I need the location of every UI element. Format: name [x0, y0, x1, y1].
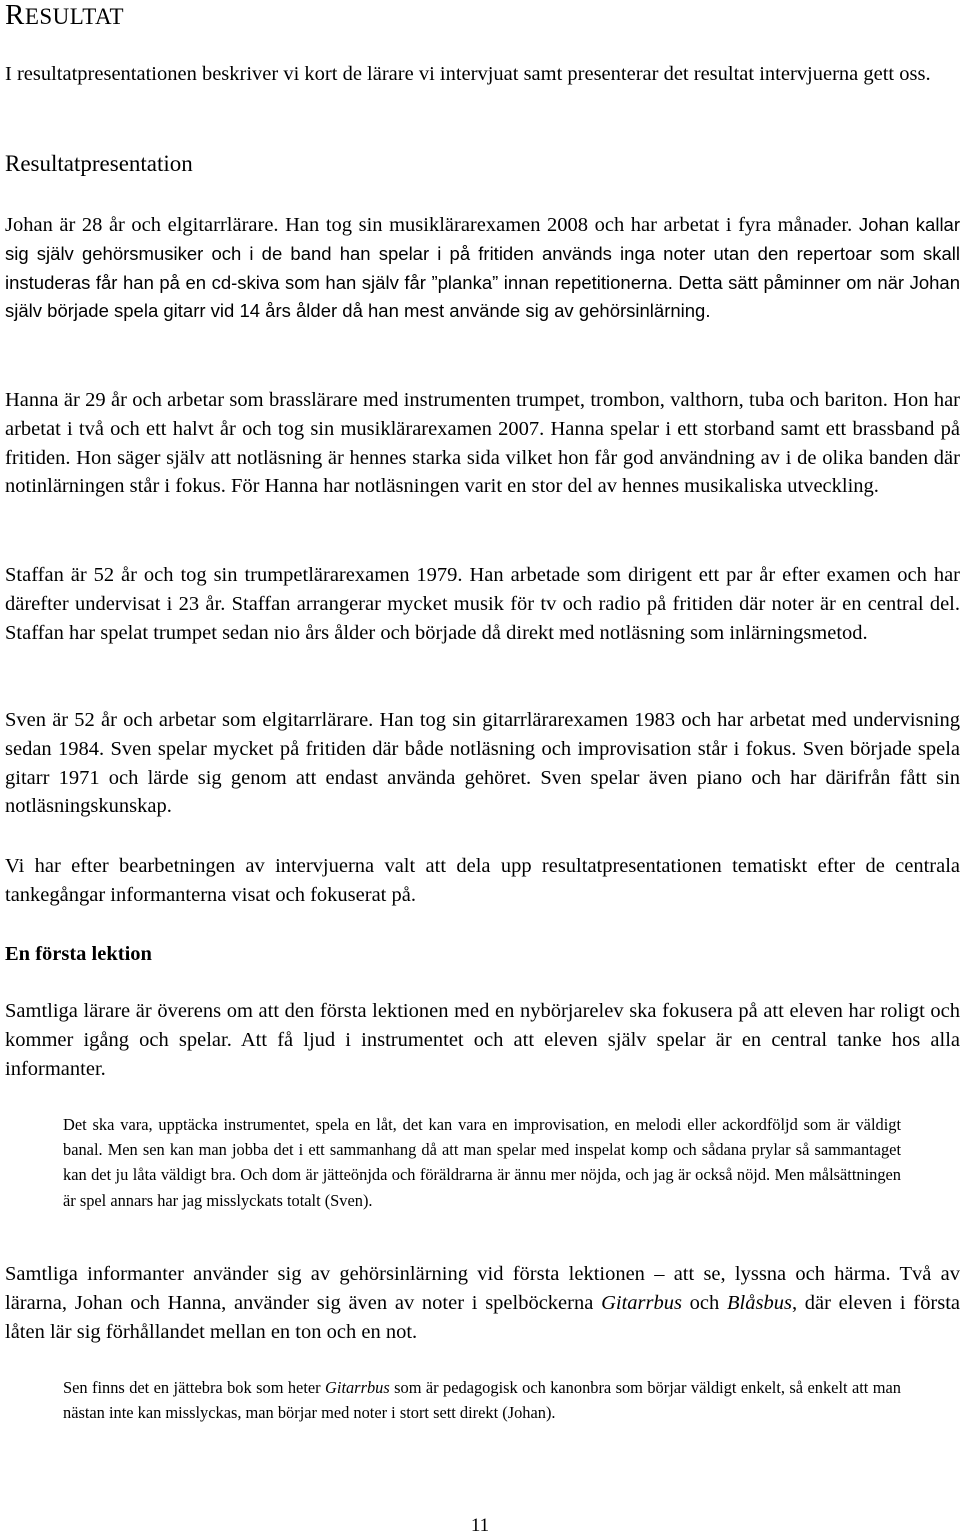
informants-text-3: , där eleven i första låten lär sig förhållandet mellan en ton och en not. — [5, 1291, 960, 1343]
hanna-paragraph: Hanna är 29 år och arbetar som brasslärare med instrumenten trumpet, trombon, valthorn, tuba och bariton. Hon har arbetat i två och ett halvt år och tog sin musiklärarexamen 2007. Hanna spelar i ett storband samt ett brassband på fritiden. Hon säger själv att notläsning är hennes starka sida vilket hon får god användning av i de olika banden där notinlärningen står i fokus. För Hanna har notläsningen varit en stor del av hennes musikaliska utveckling. — [5, 389, 960, 498]
johan-paragraph — [5, 211, 960, 326]
intro-paragraph: I resultatpresentationen beskriver vi kort de lärare vi intervjuat samt presenterar det resultat intervjuerna gett oss. — [5, 63, 931, 85]
section-title-resultatpresentation: Resultatpresentation — [5, 151, 193, 176]
quote-book-title-gitarrbus: Gitarrbus — [325, 1378, 390, 1397]
staffan-paragraph: Staffan är 52 år och tog sin trumpetlärarexamen 1979. Han arbetade som dirigent ett par år efter examen och har därefter undervisat i 23 år. Staffan arrangerar mycket musik för tv och radio på fritiden där noter är en central del. Staffan har spelat trumpet sedan nio års ålder och började då direkt med notläsning som inlärningsmetod. — [5, 564, 960, 644]
block-quote-johan — [63, 1375, 901, 1425]
page-title-initial: R — [5, 0, 25, 31]
quote-johan-text-2: som är pedagogisk och kanonbra som börjar väldigt enkelt, så enkelt att man nästan inte kan misslyckas, man börjar med noter i stort sett direkt (Johan). — [63, 1378, 901, 1423]
informants-text-2: och — [681, 1291, 727, 1314]
section-heading-en-forsta-lektion: En första lektion — [5, 943, 152, 965]
sven-paragraph: Sven är 52 år och arbetar som elgitarrlärare. Han tog sin gitarrlärarexamen 1983 och har arbetat med undervisning sedan 1984. Sven spelar mycket på fritiden där både notläsning och improvisation står i fokus. Sven började spela gitarr 1971 och lärde sig genom att endast använda gehöret. Sven spelar även piano och har därifrån fått sin notläsningskunskap. — [5, 709, 960, 818]
johan-intro-text: Johan är 28 år och elgitarrlärare. Han tog sin musiklärarexamen 2008 och har arbetat i fyra månader. — [5, 214, 853, 236]
page-number: 11 — [470, 1515, 490, 1536]
page-title — [5, 1, 960, 31]
block-quote-sven: Det ska vara, upptäcka instrumentet, spela en låt, det kan vara en improvisation, en melodi eller ackordföljd som är väldigt banal. Men sen kan man jobba det i ett sammanhang då att man spelar med inspelat komp och sådana prylar så sammantaget kan det ju låta väldigt bra. Och dom är jätteönjda och föräldrarna är ännu mer nöjda, och jag är också nöjd. Men målsättningen är spel annars har jag misslyckats totalt (Sven). — [63, 1115, 901, 1210]
informants-paragraph — [5, 1260, 960, 1346]
johan-description-text: Johan kallar sig själv gehörsmusiker och i de band han spelar i på fritiden används inga noter utan den repertoar som skall instuderas får han på en cd-skiva som han själv får ”planka” innan repetitionerna. Detta sätt påminner om när Johan själv började spela gitarr vid 14 års ålder då han mest använde sig av gehörsinlärning. — [5, 214, 960, 322]
page-title-rest: ESULTAT — [24, 4, 125, 29]
informants-text-1: Samtliga informanter använder sig av gehörsinlärning vid första lektionen – att se, lyssna och härma. Två av lärarna, Johan och Hanna, använder sig även av noter i spelböckerna — [5, 1263, 960, 1314]
book-title-blasbus: Blåsbus — [727, 1291, 792, 1314]
section-intro-paragraph: Samtliga lärare är överens om att den första lektionen med en nybörjarelev ska fokusera på att eleven har roligt och kommer igång och spelar. Att få ljud i instrumentet och att eleven själv spelar är en central tanke hos alla informanter. — [5, 1000, 960, 1080]
quote-johan-text-1: Sen finns det en jättebra bok som heter — [63, 1378, 326, 1397]
book-title-gitarrbus: Gitarrbus — [601, 1291, 682, 1314]
method-paragraph: Vi har efter bearbetningen av intervjuerna valt att dela upp resultatpresentationen tematiskt efter de centrala tankegångar informanterna visat och fokuserat på. — [5, 855, 960, 906]
